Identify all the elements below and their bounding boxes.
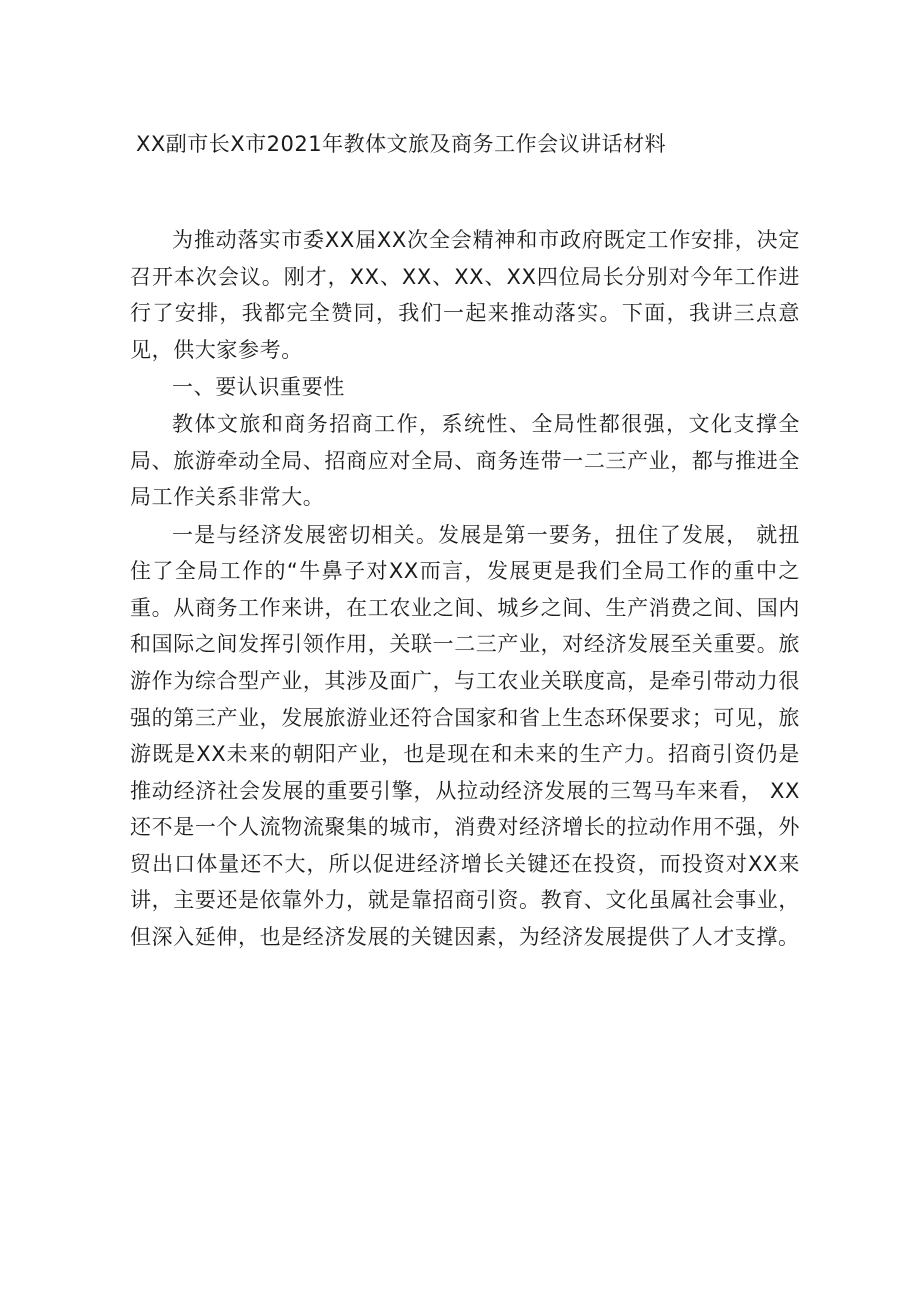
paragraph-economy: 一是与经济发展密切相关。发展是第一要务，扭住了发展， 就扭住了全局工作的“牛鼻子对XX而言，发展更是我们全局工作的重中之重。从商务工作来讲，在工农业之间、城乡之间、生产消费之间、国内和国际之间发挥引领作用，关联一二三产业，对经济发展至关重要。旅游作为综合型产业，其涉及面广，与工农业关联度高，是牵引带动力很强的第三产业，发展旅游业还符合国家和省上生态环保要求；可见，旅游既是XX未来的朝阳产业，也是现在和未来的生产力。招商引资仍是推动经济社会发展的重要引擎，从拉动经济发展的三驾马车来看， XX还不是一个人流物流聚集的城市，消费对经济增长的拉动作用不强，外贸出口体量还不大，所以促进经济增长关键还在投资，而投资对XX来讲，主要还是依靠外力，就是靠招商引资。教育、文化虽属社会事业，但深入延伸，也是经济发展的关键因素，为经济发展提供了人才支撑。 <box>130 522 800 950</box>
paragraph-intro: 为推动落实市委XX届XX次全会精神和市政府既定工作安排，决定召开本次会议。刚才，XX、XX、XX、XX四位局长分别对今年工作进行了安排，我都完全赞同，我们一起来推动落实。下面，我讲三点意见，供大家参考。 <box>130 228 800 362</box>
section-heading-1: 一、要认识重要性 <box>172 374 345 399</box>
paragraph-section-1: 教体文旅和商务招商工作，系统性、全局性都很强，文化支撑全局、旅游牵动全局、招商应对全局、商务连带一二三产业，都与推进全局工作关系非常大。 <box>130 412 800 510</box>
document-body <box>130 222 800 956</box>
document-title: XX副市长X市2021年教体文旅及商务工作会议讲话材料 <box>136 132 667 156</box>
